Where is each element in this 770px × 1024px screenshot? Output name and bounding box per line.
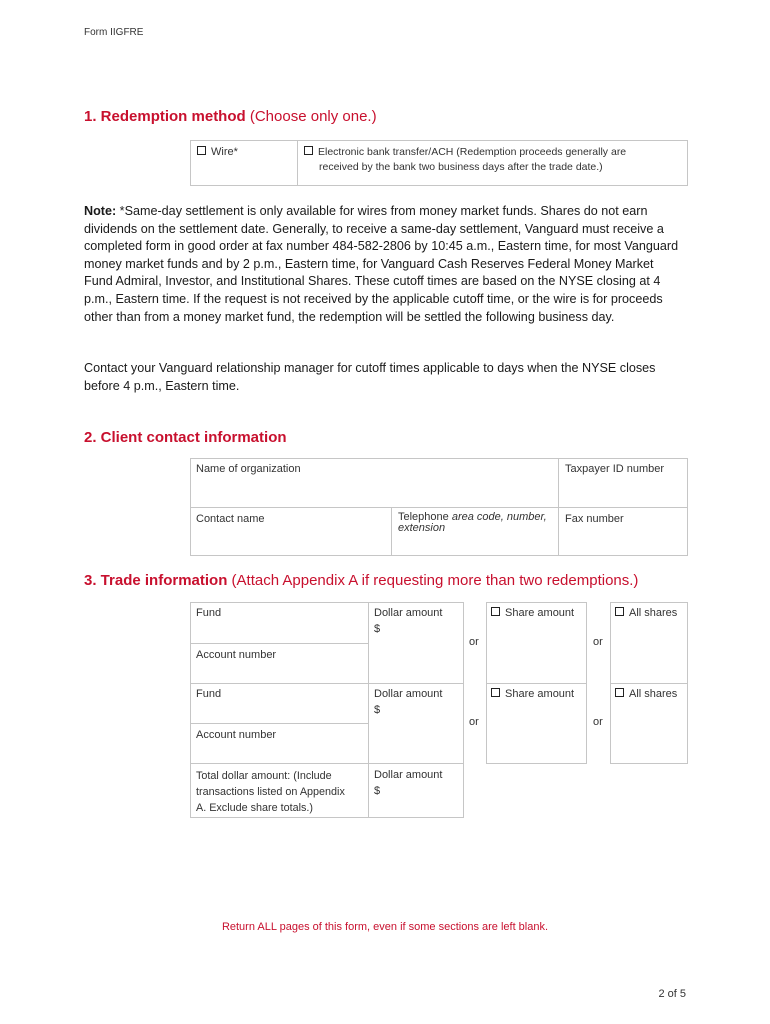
section-3-title: [84, 572, 638, 589]
telephone-hint-2: extension: [398, 522, 446, 534]
share-amount-2-field[interactable]: [486, 683, 587, 764]
contact-name-label: Contact name: [196, 513, 265, 525]
wire-option-cell[interactable]: [190, 140, 298, 186]
share-amount-1-checkbox[interactable]: [491, 607, 500, 616]
share-amount-1-field[interactable]: [486, 602, 587, 684]
section-2-title: [84, 429, 287, 446]
dollar-amount-1-label: Dollar amount: [374, 607, 443, 619]
total-dollar-sign: $: [374, 785, 381, 797]
or-2b: or: [593, 716, 603, 728]
all-shares-2-checkbox[interactable]: [615, 688, 624, 697]
ach-label-line1: Electronic bank transfer/ACH (Redemption proceeds generally are: [318, 146, 627, 158]
fund-2-label: Fund: [196, 688, 222, 700]
organization-field[interactable]: [190, 458, 559, 508]
note-text: *Same-day settlement is only available for wires from money market funds. Shares do not earn dividends on the settlement date. Generally, to receive a same-day settlement, Vanguard must receive a completed form in good order at fax number 484-582-2806 by 10:45 a.m., Eastern time, for most Vanguard money market funds and by 2 p.m., Eastern time, for Vanguard Cash Reserves Federal Money Market Fund Admiral, Investor, and Institutional Shares. These cutoff times are based on the NYSE closing at 4 p.m., Eastern time. If the request is not received by the applicable cutoff time, or the wire is for proceeds other than from a money market fund, the redemption will be settled the following business day.: [84, 204, 679, 324]
account-2-label: Account number: [196, 729, 277, 741]
dollar-sign-2: $: [374, 704, 381, 716]
ach-option-cell[interactable]: [297, 140, 688, 186]
organization-label: Name of organization: [196, 463, 301, 475]
wire-label: Wire*: [211, 146, 238, 158]
or-2a: or: [469, 716, 479, 728]
section-3-heading: 3. Trade information: [84, 572, 228, 589]
ach-checkbox[interactable]: [304, 146, 313, 155]
note-lead: Note:: [84, 204, 117, 218]
dollar-amount-2-label: Dollar amount: [374, 688, 443, 700]
account-2-field[interactable]: [190, 723, 369, 764]
total-dollar-amount-field[interactable]: [368, 763, 464, 818]
telephone-label-block: [398, 512, 547, 534]
telephone-label: Telephone: [398, 511, 449, 523]
total-dollar-label: [196, 768, 345, 816]
telephone-hint: area code, number,: [451, 511, 547, 523]
account-1-label: Account number: [196, 649, 277, 661]
account-1-field[interactable]: [190, 643, 369, 684]
contact-name-field[interactable]: [190, 507, 392, 556]
wire-checkbox[interactable]: [197, 146, 206, 155]
section-3-subtitle: (Attach Appendix A if requesting more than two redemptions.): [231, 572, 639, 589]
note-paragraph: [84, 203, 684, 326]
dollar-amount-2-field[interactable]: [368, 683, 464, 764]
taxpayer-id-label: Taxpayer ID number: [565, 463, 665, 475]
all-shares-1-field[interactable]: [610, 602, 688, 684]
footer-note: Return ALL pages of this form, even if some sections are left blank.: [221, 921, 549, 933]
all-shares-2-label: All shares: [629, 688, 678, 700]
section-1-title: [84, 108, 377, 125]
share-amount-1-label: Share amount: [505, 607, 575, 619]
total-line-3: A. Exclude share totals.): [196, 802, 314, 814]
all-shares-1-label: All shares: [629, 607, 678, 619]
share-amount-2-checkbox[interactable]: [491, 688, 500, 697]
dollar-sign-1: $: [374, 623, 381, 635]
section-1-subtitle: (Choose only one.): [249, 108, 377, 125]
or-1a: or: [469, 636, 479, 648]
contact-paragraph: Contact your Vanguard relationship manager for cutoff times applicable to days when the NYSE closes before 4 p.m., Eastern time.: [84, 361, 656, 393]
fax-field[interactable]: [558, 507, 688, 556]
total-line-1: Total dollar amount: (Include: [196, 770, 332, 782]
total-dollar-amount-label: Dollar amount: [374, 769, 443, 781]
form-id: Form IIGFRE: [84, 27, 144, 38]
or-1b: or: [593, 636, 603, 648]
ach-label-line2: received by the bank two business days after the trade date.): [319, 161, 603, 173]
total-line-2: transactions listed on Appendix: [196, 786, 345, 798]
all-shares-1-checkbox[interactable]: [615, 607, 624, 616]
fund-1-label: Fund: [196, 607, 222, 619]
fund-2-field[interactable]: [190, 683, 369, 724]
page-number: 2 of 5: [658, 988, 686, 1000]
dollar-amount-1-field[interactable]: [368, 602, 464, 684]
taxpayer-id-field[interactable]: [558, 458, 688, 508]
section-1-heading: 1. Redemption method: [84, 108, 246, 125]
total-dollar-label-cell: [190, 763, 369, 818]
telephone-field[interactable]: [391, 507, 559, 556]
fund-1-field[interactable]: [190, 602, 369, 644]
fax-label: Fax number: [565, 513, 624, 525]
section-2-heading: 2. Client contact information: [84, 429, 287, 446]
all-shares-2-field[interactable]: [610, 683, 688, 764]
share-amount-2-label: Share amount: [505, 688, 575, 700]
